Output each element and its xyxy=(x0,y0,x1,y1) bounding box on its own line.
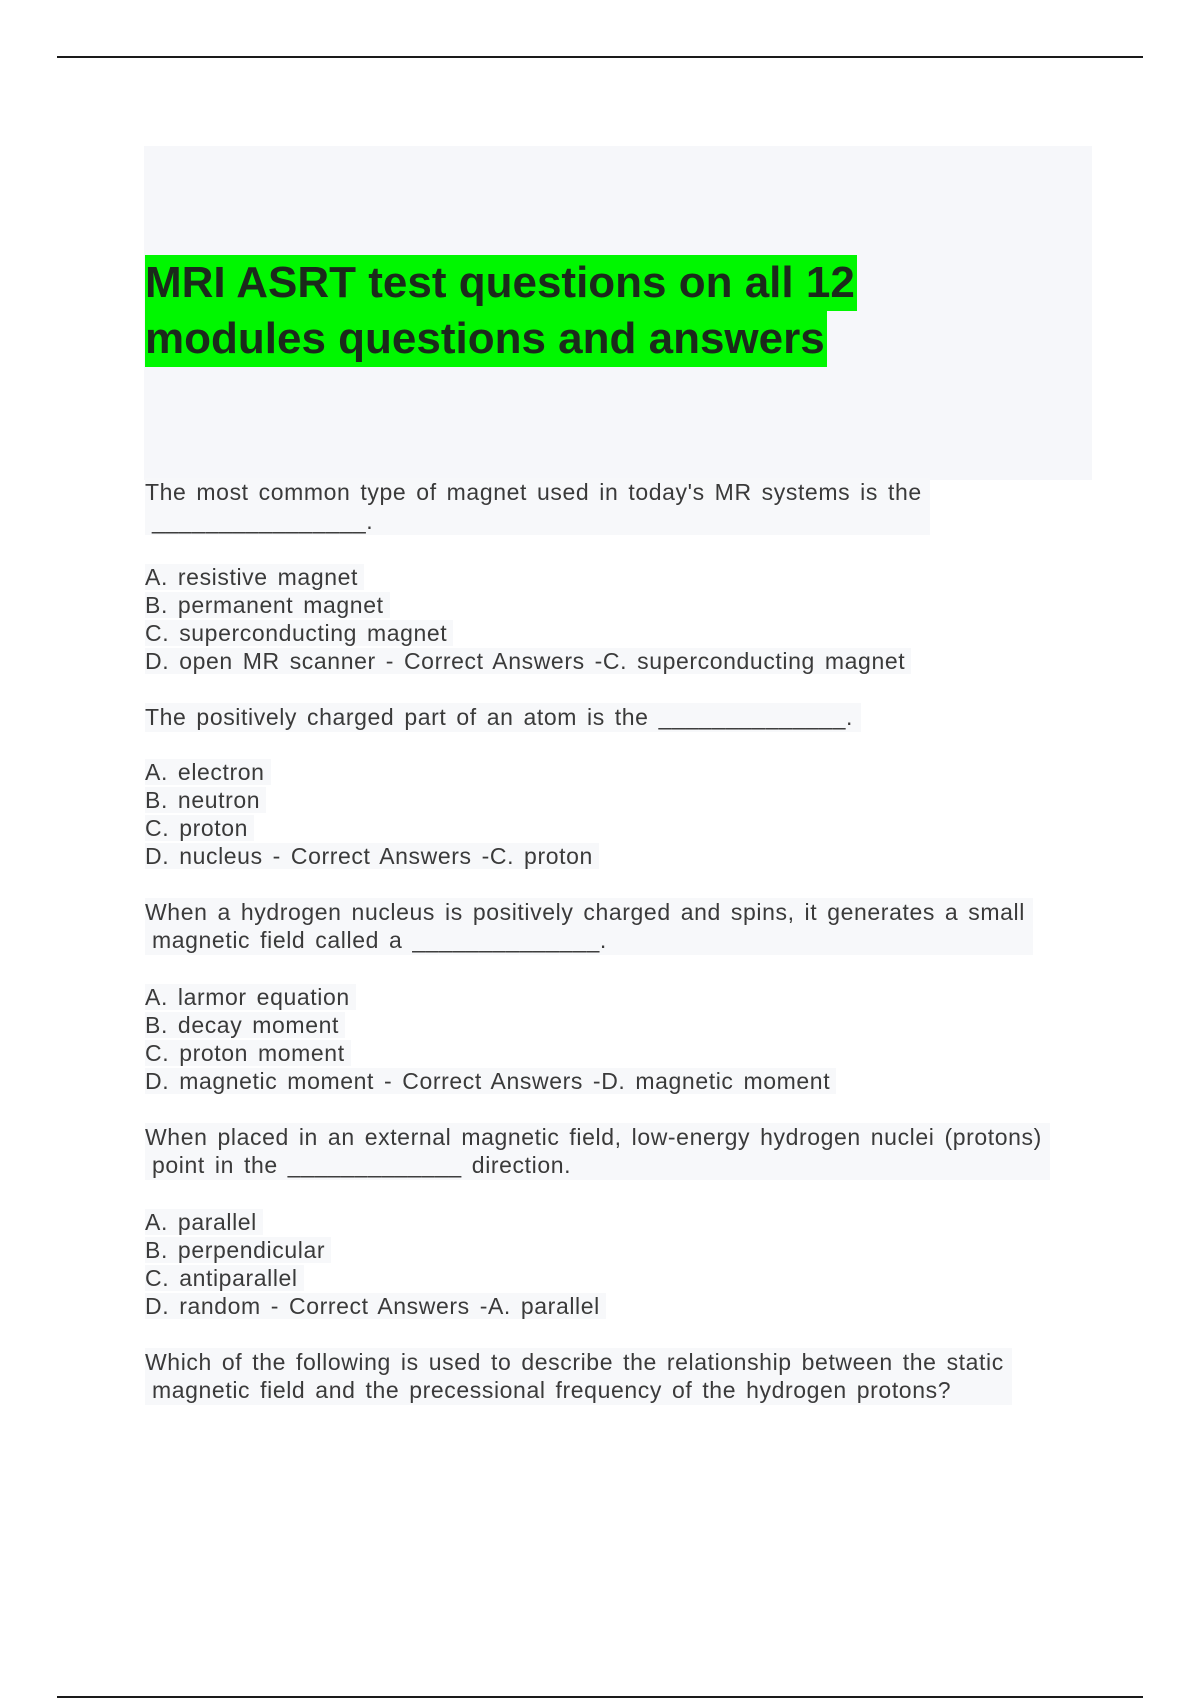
question-line: point in the _____________ direction. xyxy=(152,1152,572,1178)
question-line: magnetic field called a ______________. xyxy=(152,927,607,953)
answer-option: A. resistive magnet xyxy=(145,563,1075,591)
document-title xyxy=(145,255,945,367)
answer-options xyxy=(145,1208,1075,1320)
answer-option-with-correct-answer: D. random - Correct Answers -A. parallel xyxy=(145,1292,1075,1320)
answer-option: B. perpendicular xyxy=(145,1236,1075,1264)
answer-option: A. larmor equation xyxy=(145,983,1075,1011)
answer-option-with-correct-answer: D. open MR scanner - Correct Answers -C. superconducting magnet xyxy=(145,647,1075,675)
question-list xyxy=(145,478,1075,1405)
title-line-1: MRI ASRT test questions on all 12 xyxy=(145,255,857,311)
answer-option: C. superconducting magnet xyxy=(145,619,1075,647)
question-block xyxy=(145,1123,1075,1320)
question-text xyxy=(145,1123,1050,1180)
question-text xyxy=(145,478,930,535)
answer-option: C. proton moment xyxy=(145,1039,1075,1067)
question-text xyxy=(145,1348,1012,1405)
answer-option: B. permanent magnet xyxy=(145,591,1075,619)
answer-option-with-correct-answer: D. magnetic moment - Correct Answers -D. magnetic moment xyxy=(145,1067,1075,1095)
answer-option: C. antiparallel xyxy=(145,1264,1075,1292)
question-block xyxy=(145,898,1075,1095)
answer-options xyxy=(145,983,1075,1095)
question-line: The most common type of magnet used in today's MR systems is the xyxy=(145,479,922,505)
answer-option: A. electron xyxy=(145,758,1075,786)
bottom-rule xyxy=(57,1696,1143,1698)
answer-option: A. parallel xyxy=(145,1208,1075,1236)
answer-option-with-correct-answer: D. nucleus - Correct Answers -C. proton xyxy=(145,842,1075,870)
question-line: When placed in an external magnetic field, low-energy hydrogen nuclei (protons) xyxy=(145,1123,1042,1150)
answer-option: C. proton xyxy=(145,814,1075,842)
question-line: Which of the following is used to describe the relationship between the static xyxy=(145,1348,1004,1375)
question-line: magnetic field and the precessional frequency of the hydrogen protons? xyxy=(152,1377,952,1403)
question-block xyxy=(145,478,1075,675)
question-block xyxy=(145,703,1075,870)
question-line: The positively charged part of an atom is the ______________. xyxy=(145,704,854,730)
question-block xyxy=(145,1348,1075,1405)
answer-options xyxy=(145,563,1075,675)
answer-option: B. decay moment xyxy=(145,1011,1075,1039)
title-line-2: modules questions and answers xyxy=(145,311,827,367)
question-line: When a hydrogen nucleus is positively charged and spins, it generates a small xyxy=(145,898,1025,925)
question-line: ________________. xyxy=(152,507,374,534)
answer-options xyxy=(145,758,1075,870)
answer-option: B. neutron xyxy=(145,786,1075,814)
question-text xyxy=(145,703,861,732)
question-text xyxy=(145,898,1033,955)
top-rule xyxy=(57,56,1143,58)
